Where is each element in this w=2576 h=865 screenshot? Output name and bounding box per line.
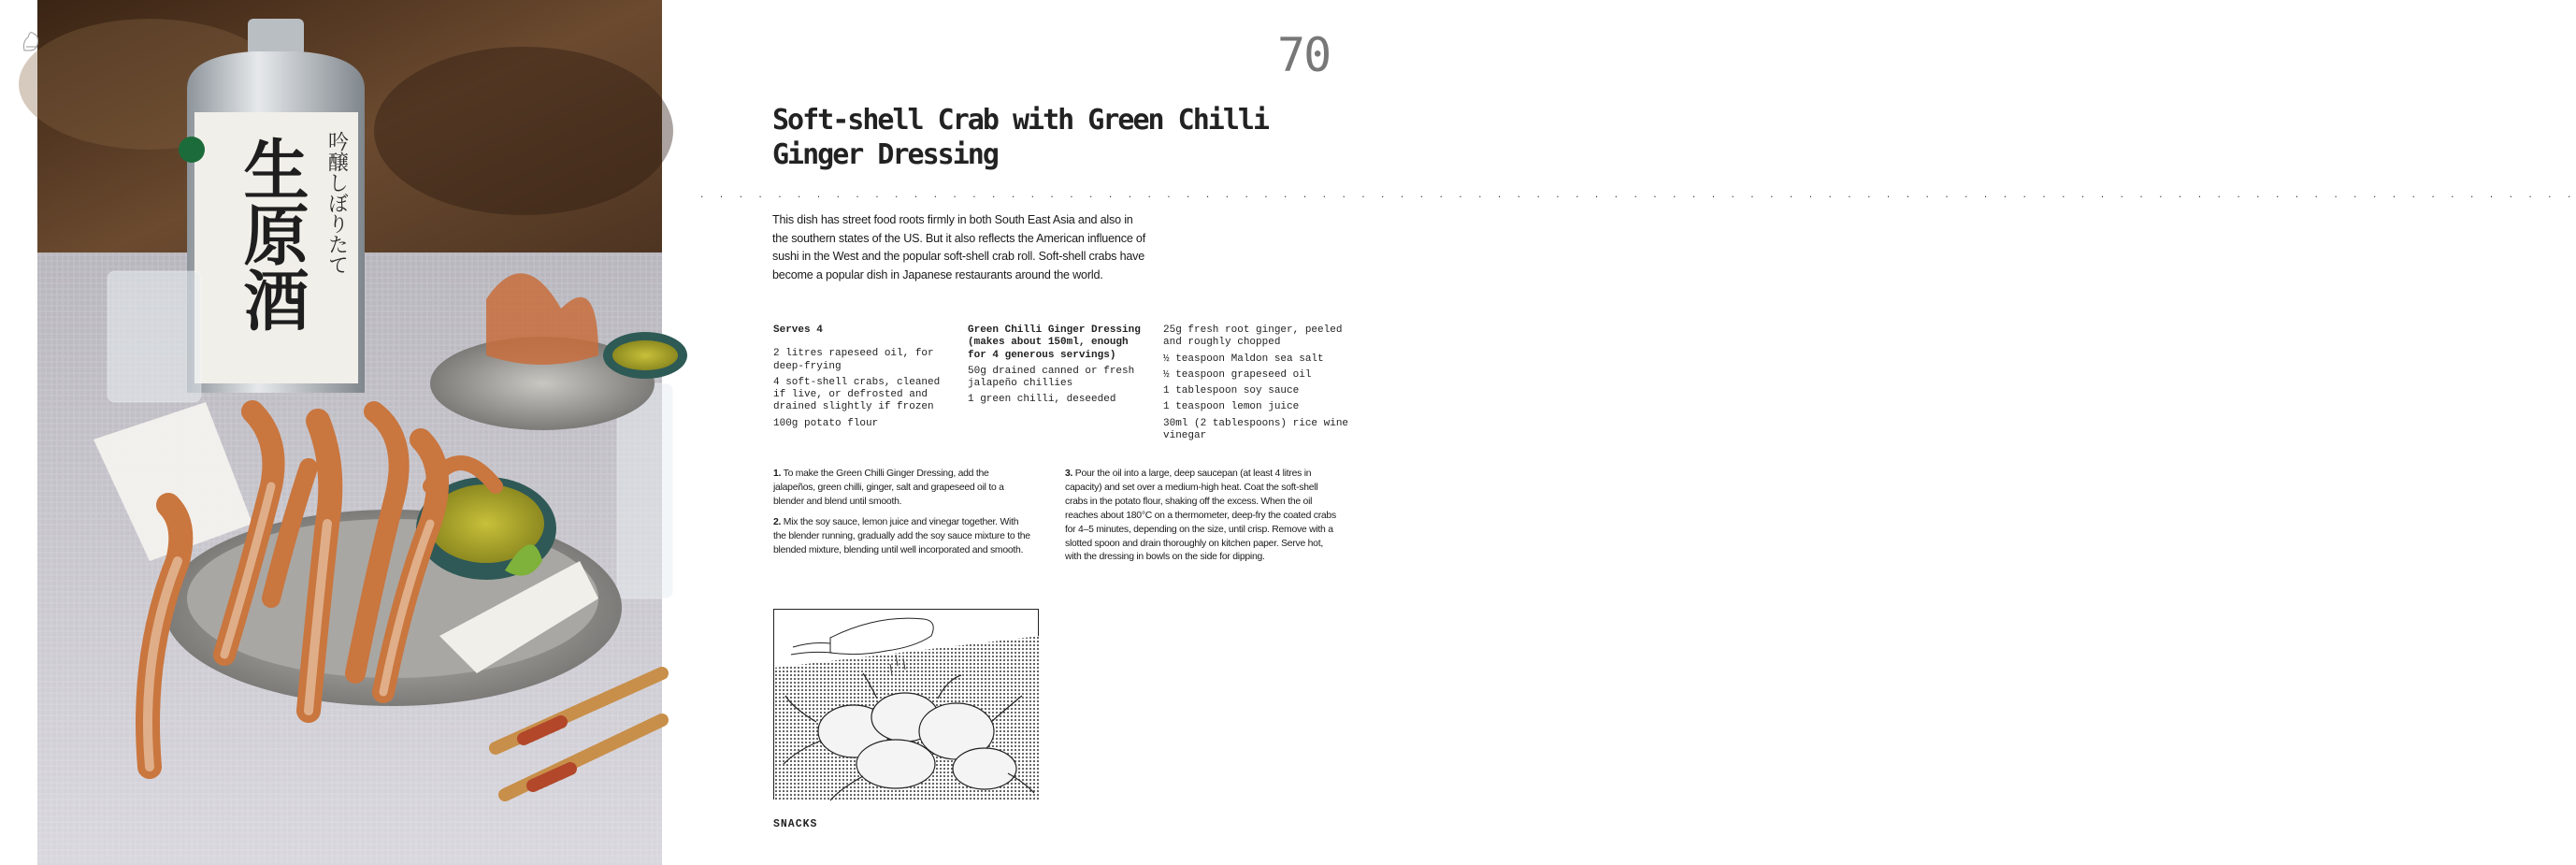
- ingredient-item: 25g fresh root ginger, peeled and roughly chopped: [1163, 324, 1343, 349]
- bottle-label-main: 生原酒: [233, 136, 309, 332]
- bottle-label-side: 吟醸しぼりたて: [324, 131, 349, 275]
- dotted-divider: . . . . . . . . . . . . . . . . . . . . . . . . . . . . . . . . . . . . . . . . . . . . . . . . . . . . . . . . . . . . . . . . . . . . . . . . . . . . . . . . . . . . . . . . . . . . . . . . .: [699, 191, 2576, 200]
- recipe-title: [772, 103, 1352, 172]
- ingredients-column-1: [773, 324, 951, 434]
- manga-illustration: [773, 609, 1039, 800]
- recipe-title-line-2: Ginger Dressing: [772, 138, 998, 171]
- ingredient-item: 1 tablespoon soy sauce: [1163, 385, 1300, 397]
- page-number: 70: [1277, 28, 1331, 82]
- serves-heading: Serves 4: [773, 324, 823, 336]
- method-step-1: [773, 468, 1030, 510]
- corner-ornament-icon: [21, 28, 43, 52]
- dressing-heading: Green Chilli Ginger Dressing (makes about 150ml, enough for 4 generous servings): [968, 324, 1141, 361]
- step-number: 1.: [773, 469, 782, 479]
- ingredients-column-2: [968, 324, 1145, 411]
- step-text: Mix the soy sauce, lemon juice and vinegar together. With the blender running, gradually add the soy sauce mixture to the blended mixture, blending until well incorporated and smooth.: [773, 516, 1030, 555]
- method-column-2: [1065, 468, 1336, 571]
- ingredient-item: 1 green chilli, deseeded: [968, 394, 1116, 406]
- method-step-2: [773, 516, 1030, 558]
- ingredient-item: 30ml (2 tablespoons) rice wine vinegar: [1163, 417, 1349, 442]
- ingredient-item: 2 litres rapeseed oil, for deep-frying: [773, 348, 934, 372]
- recipe-title-line-1: Soft-shell Crab with Green Chilli: [772, 104, 1269, 137]
- ingredient-item: ½ teaspoon Maldon sea salt: [1163, 353, 1324, 365]
- food-photo: [37, 0, 662, 865]
- food-photo-illustration: [37, 0, 662, 865]
- ingredient-item: 1 teaspoon lemon juice: [1163, 401, 1300, 413]
- ingredient-item: ½ teaspoon grapeseed oil: [1163, 368, 1312, 381]
- step-number: 3.: [1065, 469, 1073, 479]
- ingredient-item: 4 soft-shell crabs, cleaned if live, or defrosted and drained slightly if frozen: [773, 376, 941, 413]
- section-label: SNACKS: [773, 818, 818, 830]
- ingredient-item: 50g drained canned or fresh jalapeño chillies: [968, 365, 1135, 390]
- ingredients-column-3: [1163, 324, 1350, 446]
- step-text: Pour the oil into a large, deep saucepan (at least 4 litres in capacity) and set over a medium-high heat. Coat the soft-shell crabs in the potato flour, shaking off the excess. When the oil reaches about 180°C on a thermometer, deep-fry the coated crabs for 4–5 minutes, depending on the size, until crisp. Remove with a slotted spoon and drain thoroughly on kitchen paper. Serve hot, with the dressing in bowls on the side for dipping.: [1065, 469, 1336, 563]
- method-step-3: [1065, 468, 1336, 565]
- ingredient-item: 100g potato flour: [773, 417, 879, 429]
- step-text: To make the Green Chilli Ginger Dressing, add the jalapeños, green chilli, ginger, salt and grapeseed oil to a blender and blend until smooth.: [773, 469, 1004, 507]
- recipe-intro: This dish has street food roots firmly in both South East Asia and also in the southern states of the US. But it also reflects the American influence of sushi in the West and the popular soft-shell crab roll. Soft-shell crabs have become a popular dish in Japanese restaurants around the world.: [772, 213, 1146, 281]
- step-number: 2.: [773, 516, 782, 527]
- method-column-1: [773, 468, 1030, 564]
